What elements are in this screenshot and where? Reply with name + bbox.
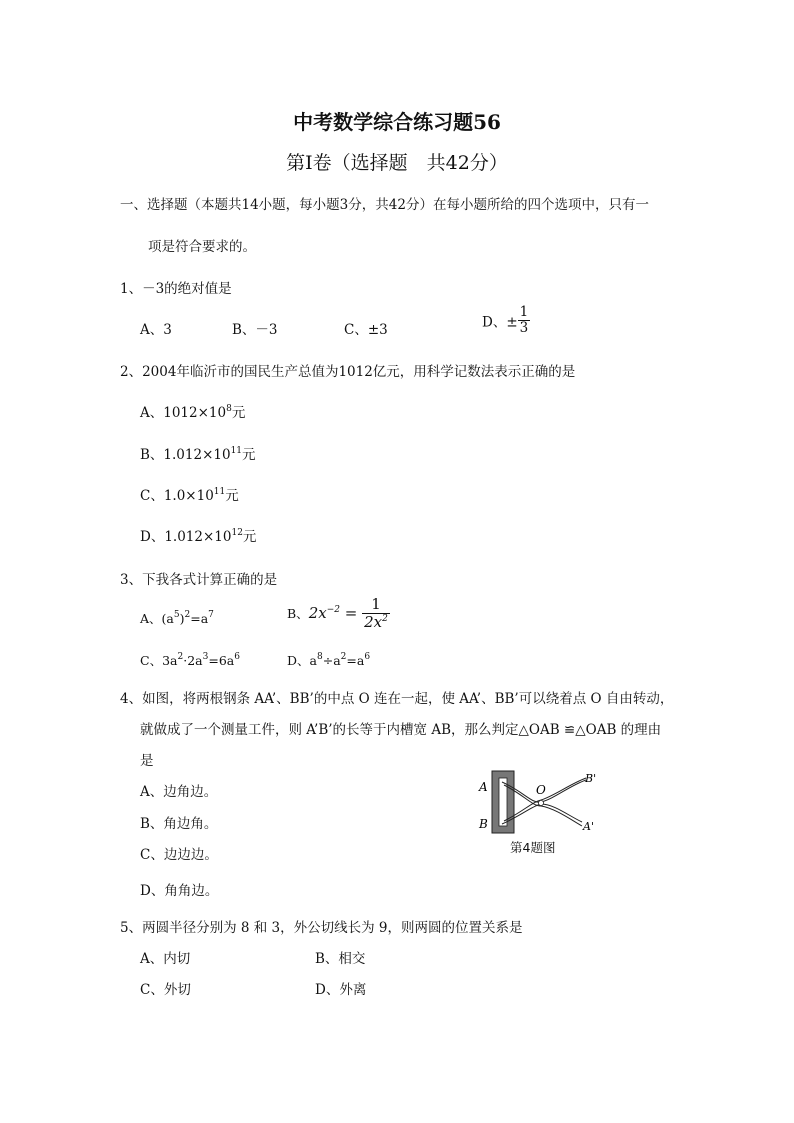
- q1-option-c: C、±3: [344, 322, 388, 338]
- q3-b-pre: B、: [287, 606, 309, 621]
- q3-d-exp2: 2: [340, 652, 347, 662]
- q2-d-exponent: 12: [231, 528, 243, 538]
- q5-stem: 5、两圆半径分别为 8 和 3，外公切线长为 9，则两圆的位置关系是: [120, 920, 523, 936]
- q3-a-exp2: 2: [184, 610, 191, 620]
- q4-option-b: B、角边角。: [140, 816, 218, 832]
- q3-a-exp3: 7: [208, 610, 214, 620]
- q3-d-exp1: 8: [316, 652, 323, 662]
- q2-c-base: C、1.0×10: [140, 488, 214, 504]
- q4-option-c: C、边边边。: [140, 847, 218, 863]
- q3-stem: 3、下我各式计算正确的是: [120, 572, 278, 588]
- q3-c-exp2: 3: [202, 652, 209, 662]
- q3-a-mid: ): [179, 611, 185, 626]
- q4-pivot-o: [538, 800, 543, 805]
- q3-option-b: [287, 596, 390, 630]
- q4-stem-line2: 就做成了一个测量工件，则 A’B’的长等于内槽宽 AB，那么判定△OAB ≌△OAB 的理由: [140, 722, 662, 738]
- q3-b-denominator: [362, 614, 390, 631]
- q4-label-a-prime: A': [583, 820, 594, 833]
- q3-b-lhs-base: 2x: [308, 604, 327, 622]
- q2-b-base: B、1.012×10: [140, 447, 231, 463]
- q3-b-eq: =: [339, 604, 363, 622]
- q2-a-base: A、1012×10: [140, 405, 227, 421]
- q3-d-mid: ÷a: [322, 653, 341, 668]
- page-subtitle: 第Ⅰ卷（选择题 共42分）: [286, 152, 508, 174]
- q2-a-exponent: 8: [226, 404, 232, 414]
- q3-c-exp3: 6: [234, 652, 240, 662]
- q2-c-exponent: 11: [213, 487, 226, 497]
- q4-stem-line3: 是: [140, 753, 154, 769]
- q5-option-a: A、内切: [140, 951, 191, 967]
- q4-stem-line1: 4、如图，将两根钢条 AA’、BB’的中点 O 连在一起，使 AA’、BB’可以绕着点 O 自由转动，: [120, 691, 674, 707]
- q1-option-d-prefix: D、±: [482, 314, 518, 331]
- q5-option-b: B、相交: [315, 951, 366, 967]
- page-title: 中考数学综合练习题56: [293, 110, 501, 134]
- q4-option-d: D、角角边。: [140, 883, 219, 899]
- q2-option-a: [140, 401, 245, 421]
- section-instructions-line1: 一、选择题（本题共14小题，每小题3分，共42分）在每小题所给的四个选项中，只有一: [120, 197, 649, 213]
- q3-d-exp3: 6: [364, 652, 371, 662]
- q4-option-a: A、边角边。: [140, 784, 218, 800]
- q3-b-fraction: [362, 596, 390, 630]
- q2-option-c: [140, 484, 239, 504]
- q2-a-unit: 元: [231, 405, 246, 421]
- q4-label-b-prime: B': [585, 772, 597, 785]
- q3-a-pre: A、(a: [140, 611, 174, 626]
- q4-label-a: A: [479, 780, 488, 794]
- q3-a-eq: =a: [190, 611, 209, 626]
- q3-a-exp1: 5: [173, 610, 180, 620]
- q3-b-lhs-exponent: −2: [326, 605, 340, 615]
- q3-d-pre: D、a: [287, 653, 317, 668]
- q1-stem: 1、－3的绝对值是: [120, 281, 232, 297]
- q3-option-a: [140, 609, 214, 627]
- q3-c-exp1: 2: [177, 652, 184, 662]
- q3-c-mid: ·2a: [183, 653, 203, 668]
- q4-figure-caption: 第4题图: [510, 840, 556, 855]
- q2-b-exponent: 11: [230, 446, 243, 456]
- q2-b-unit: 元: [242, 447, 256, 463]
- q3-b-den-base: 2x: [364, 612, 383, 631]
- q2-option-d: [140, 525, 256, 545]
- q1-option-d-fraction: [518, 305, 531, 336]
- q3-option-d: [287, 651, 370, 669]
- q3-b-den-exponent: 2: [382, 613, 388, 624]
- q2-d-unit: 元: [242, 529, 257, 545]
- q3-b-numerator: 1: [362, 596, 390, 614]
- q4-label-o: O: [536, 783, 546, 797]
- q3-d-eq: =a: [346, 653, 365, 668]
- q2-d-base: D、1.012×10: [140, 529, 232, 545]
- q1-d-denominator: 3: [519, 319, 529, 336]
- q3-c-eq: =6a: [208, 653, 235, 668]
- q1-option-d: [482, 305, 530, 336]
- q2-option-b: [140, 443, 256, 463]
- q3-option-c: [140, 651, 240, 669]
- q3-b-lhs: [309, 604, 340, 622]
- q5-option-c: C、外切: [140, 982, 191, 998]
- q4-slot-inner: [499, 778, 507, 826]
- q5-option-d: D、外离: [315, 982, 367, 998]
- q3-c-pre: C、3a: [140, 653, 178, 668]
- q4-label-b: B: [479, 817, 488, 831]
- q2-c-unit: 元: [225, 488, 239, 504]
- q1-d-numerator: 1: [519, 304, 529, 320]
- q2-stem: 2、2004年临沂市的国民生产总值为1012亿元，用科学记数法表示正确的是: [120, 364, 576, 380]
- q1-option-a: A、3: [140, 322, 172, 338]
- q1-option-b: B、－3: [232, 322, 278, 338]
- section-instructions-line2: 项是符合要求的。: [148, 239, 256, 255]
